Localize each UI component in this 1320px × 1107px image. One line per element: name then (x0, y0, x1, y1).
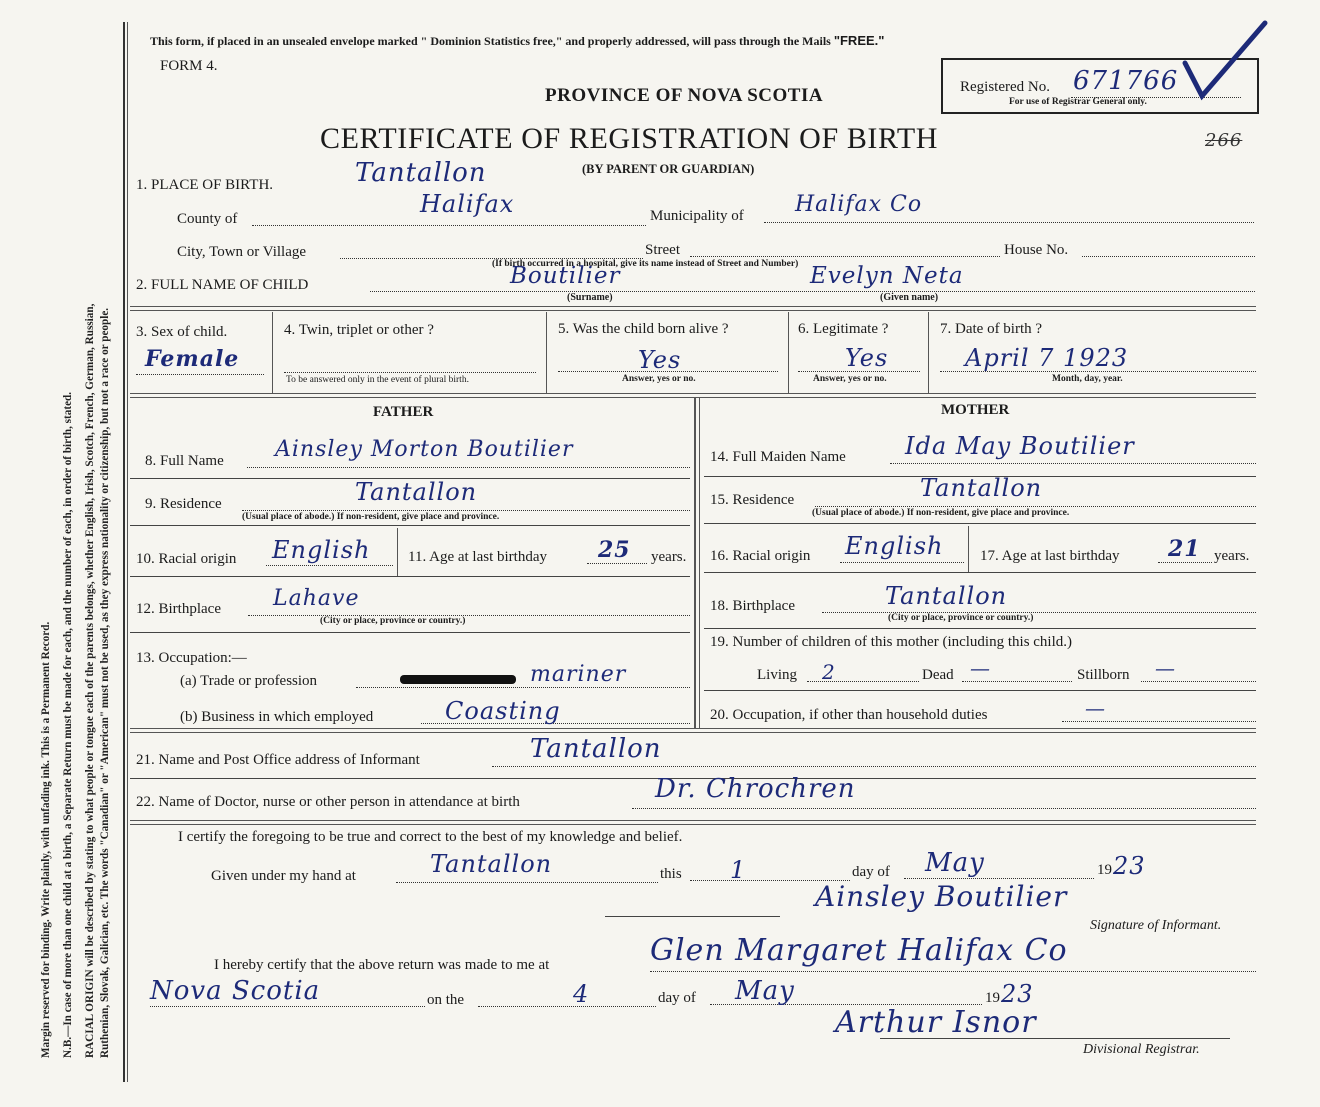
child-name-line (370, 291, 1255, 292)
rule-after-parents (130, 728, 1256, 733)
registered-label: Registered No. (960, 79, 1050, 95)
father-racial-origin-label: 10. Racial origin (136, 551, 237, 567)
father-age-label: 11. Age at last birthday (408, 549, 547, 565)
father-name-label: 8. Full Name (145, 453, 224, 469)
registrar-signature: Arthur Isnor (835, 1005, 1037, 1040)
father-birthplace-value: Lahave (273, 586, 360, 611)
registrar-day-of-label: day of (658, 990, 696, 1006)
mother-occupation-label: 20. Occupation, if other than household duties (710, 707, 988, 723)
mother-heading: MOTHER (941, 402, 1010, 418)
father-heading: FATHER (373, 404, 434, 420)
municipality-label: Municipality of (650, 208, 744, 224)
parents-divider (694, 398, 696, 728)
margin-note-racial-origin: RACIAL ORIGIN will be described by stating to what people or tongue each of the parents belongs, whether English, Irish, Scotch, French, German, Russian, (84, 303, 96, 1058)
father-trade-value: mariner (530, 662, 627, 687)
mother-name-label: 14. Full Maiden Name (710, 449, 846, 465)
born-alive-value: Yes (638, 346, 682, 374)
informant-signature-line (605, 916, 780, 917)
divider-3-4 (272, 312, 273, 394)
municipality-line (764, 222, 1254, 223)
date-of-birth-value: April 7 1923 (965, 344, 1129, 372)
form-number: FORM 4. (160, 58, 218, 74)
father-name-line (247, 467, 690, 468)
on-the-label: on the (427, 992, 465, 1008)
legitimate-value: Yes (845, 344, 889, 372)
mother-rule-5 (704, 690, 1256, 691)
mother-residence-caption: (Usual place of abode.) If non-resident, give place and province. (812, 508, 1070, 518)
father-racial-origin-line (266, 565, 393, 566)
informant-signature-caption: Signature of Informant. (1090, 918, 1222, 933)
corner-mark: 266 (1205, 130, 1243, 151)
mother-rule-3 (704, 572, 1256, 573)
street-label: Street (645, 242, 680, 258)
mother-racial-origin-value: English (845, 532, 944, 560)
redaction-mark (400, 675, 516, 684)
page-title: CERTIFICATE OF REGISTRATION OF BIRTH (320, 122, 939, 155)
father-trade-label: (a) Trade or profession (180, 673, 318, 689)
certify-day-of-label: day of (852, 864, 890, 880)
mother-birthplace-value: Tantallon (885, 582, 1008, 610)
registered-number: 671766 (1073, 66, 1179, 96)
place-of-birth-label: 1. PLACE OF BIRTH. (136, 177, 274, 193)
registrar-year-prefix: 19 (985, 990, 1000, 1006)
divider-5-6 (788, 312, 789, 394)
given-under-label: Given under my hand at (211, 868, 356, 884)
mother-age-unit: years. (1214, 548, 1250, 564)
municipality-value: Halifax Co (795, 192, 923, 217)
mother-age-value: 21 (1168, 536, 1201, 562)
mother-residence-label: 15. Residence (710, 492, 795, 508)
given-place-line (396, 882, 658, 883)
rule-after-doctor (130, 820, 1256, 825)
born-alive-caption: Answer, yes or no. (622, 374, 696, 384)
house-number-line (1082, 256, 1255, 257)
registrar-place-value: Glen Margaret Halifax Co (650, 933, 1068, 968)
father-age-value: 25 (598, 537, 631, 563)
child-surname-value: Boutilier (510, 263, 621, 289)
certify-day-value: 1 (730, 856, 747, 884)
mother-name-value: Ida May Boutilier (905, 432, 1135, 460)
given-place-value: Tantallon (430, 850, 553, 878)
children-count-label: 19. Number of children of this mother (including this child.) (710, 634, 1073, 650)
rule-after-row3 (130, 393, 1256, 398)
mother-name-line (890, 463, 1256, 464)
county-value: Halifax (420, 190, 515, 218)
father-rule-3 (130, 576, 690, 577)
father-trade-line (356, 687, 690, 688)
city-label: City, Town or Village (177, 244, 307, 260)
parents-divider-inner (699, 398, 700, 728)
informant-value: Tantallon (530, 734, 662, 764)
registrar-province-value: Nova Scotia (150, 976, 321, 1006)
doctor-label: 22. Name of Doctor, nurse or other person in attendance at birth (136, 794, 520, 810)
father-residence-label: 9. Residence (145, 496, 222, 512)
registrar-caption: Divisional Registrar. (1083, 1042, 1200, 1057)
child-name-label: 2. FULL NAME OF CHILD (136, 277, 309, 293)
dead-value: — (970, 656, 991, 680)
margin-note-binding: Margin reserved for binding. Write plainly, with unfading ink. This is a Permanent Record. (40, 621, 52, 1058)
child-given-name-value: Evelyn Neta (810, 263, 964, 289)
certify-year-value: 23 (1113, 852, 1146, 880)
sex-value: Female (145, 346, 240, 372)
stillborn-value: — (1155, 656, 1176, 680)
father-rule-2 (130, 525, 690, 526)
father-rule-4 (130, 632, 690, 633)
father-birthplace-label: 12. Birthplace (136, 601, 221, 617)
mother-age-line (1158, 562, 1212, 563)
registrar-month-value: May (735, 976, 795, 1006)
father-business-value: Coasting (445, 697, 561, 725)
legitimate-caption: Answer, yes or no. (813, 374, 887, 384)
certify-statement: I certify the foregoing to be true and correct to the best of my knowledge and belief. (178, 829, 683, 845)
informant-label: 21. Name and Post Office address of Informant (136, 752, 420, 768)
registrar-place-line (650, 971, 1256, 972)
father-age-line (587, 563, 647, 564)
county-label: County of (177, 211, 238, 227)
father-name-value: Ainsley Morton Boutilier (275, 437, 574, 462)
certify-year-prefix: 19 (1097, 862, 1112, 878)
twin-note: To be answered only in the event of plural birth. (286, 375, 469, 385)
registrar-day-value: 4 (573, 980, 590, 1008)
province-heading: PROVINCE OF NOVA SCOTIA (545, 85, 824, 106)
margin-note-multiple-births: N.B.—In case of more than one child at a birth, a Separate Return must be made for each, and the number of each, in order of birth, stated. (62, 391, 74, 1058)
sex-line (136, 374, 264, 375)
father-birthplace-line (248, 615, 690, 616)
father-birthplace-caption: (City or place, province or country.) (320, 616, 466, 626)
registrar-note: For use of Registrar General only. (1009, 97, 1147, 107)
father-business-label: (b) Business in which employed (180, 709, 374, 725)
dead-line (962, 681, 1072, 682)
certify-month-value: May (925, 848, 985, 878)
father-residence-caption: (Usual place of abode.) If non-resident, give place and province. (242, 512, 500, 522)
street-line (690, 256, 1000, 257)
registrar-year-value: 23 (1001, 980, 1034, 1008)
check-mark-icon (1180, 18, 1270, 108)
living-value: 2 (822, 660, 836, 684)
place-of-birth-value: Tantallon (355, 158, 487, 188)
registrar-signature-line (880, 1038, 1230, 1039)
twin-label: 4. Twin, triplet or other ? (284, 322, 434, 338)
rule-after-name (130, 306, 1256, 311)
legitimate-label: 6. Legitimate ? (798, 321, 889, 337)
county-line (252, 225, 646, 226)
registrar-day-line (478, 1006, 656, 1007)
twin-line (284, 372, 536, 373)
mother-rule-2 (704, 523, 1256, 524)
divider-4-5 (546, 312, 547, 394)
date-of-birth-caption: Month, day, year. (1052, 374, 1123, 384)
living-label: Living (757, 667, 797, 683)
hospital-note: (If birth occurred in a hospital, give its name instead of Street and Number) (492, 259, 799, 269)
date-of-birth-label: 7. Date of birth ? (940, 321, 1043, 337)
surname-caption: (Surname) (567, 292, 613, 303)
mother-age-label: 17. Age at last birthday (980, 548, 1120, 564)
mother-occupation-value: — (1085, 696, 1106, 720)
informant-line (492, 766, 1256, 767)
binding-line (123, 22, 125, 1082)
doctor-line (632, 808, 1256, 809)
father-residence-line (242, 510, 690, 511)
certify-month-line (904, 878, 1094, 879)
mother-occupation-line (1062, 721, 1256, 722)
this-label: this (660, 866, 682, 882)
father-occupation-label: 13. Occupation:— (136, 650, 247, 666)
registrar-province-line (150, 1006, 425, 1007)
mother-birthplace-caption: (City or place, province or country.) (888, 613, 1034, 623)
mother-race-age-divider (968, 526, 969, 572)
registrar-statement: I hereby certify that the above return was made to me at (214, 957, 550, 973)
given-name-caption: (Given name) (880, 292, 939, 303)
mother-racial-origin-line (840, 562, 964, 563)
doctor-value: Dr. Chrochren (655, 774, 856, 804)
mail-notice: This form, if placed in an unsealed envelope marked " Dominion Statistics free," and properly addressed, will pass through the Mails "FREE." (150, 33, 885, 48)
stillborn-line (1141, 681, 1256, 682)
page-subtitle: (BY PARENT OR GUARDIAN) (582, 162, 755, 176)
mother-residence-value: Tantallon (920, 474, 1043, 502)
sex-label: 3. Sex of child. (136, 324, 228, 340)
binding-line-inner (127, 22, 128, 1082)
mother-racial-origin-label: 16. Racial origin (710, 548, 811, 564)
father-racial-origin-value: English (272, 536, 371, 564)
mother-rule-4 (704, 628, 1256, 629)
born-alive-label: 5. Was the child born alive ? (558, 321, 729, 337)
father-age-unit: years. (651, 549, 687, 565)
father-residence-value: Tantallon (355, 478, 478, 506)
mother-residence-line (815, 506, 1256, 507)
dead-label: Dead (922, 667, 954, 683)
stillborn-label: Stillborn (1077, 667, 1130, 683)
informant-signature: Ainsley Boutilier (815, 880, 1068, 913)
house-number-label: House No. (1004, 242, 1069, 258)
mother-birthplace-label: 18. Birthplace (710, 598, 795, 614)
margin-note-racial-origin-cont: Ruthenian, Slovak, Galician, etc. The words "Canadian" or "American" must not be used, as they express nationality or citizenship, but not a race or people. (99, 307, 111, 1058)
father-race-age-divider (397, 528, 398, 576)
divider-6-7 (928, 312, 929, 394)
